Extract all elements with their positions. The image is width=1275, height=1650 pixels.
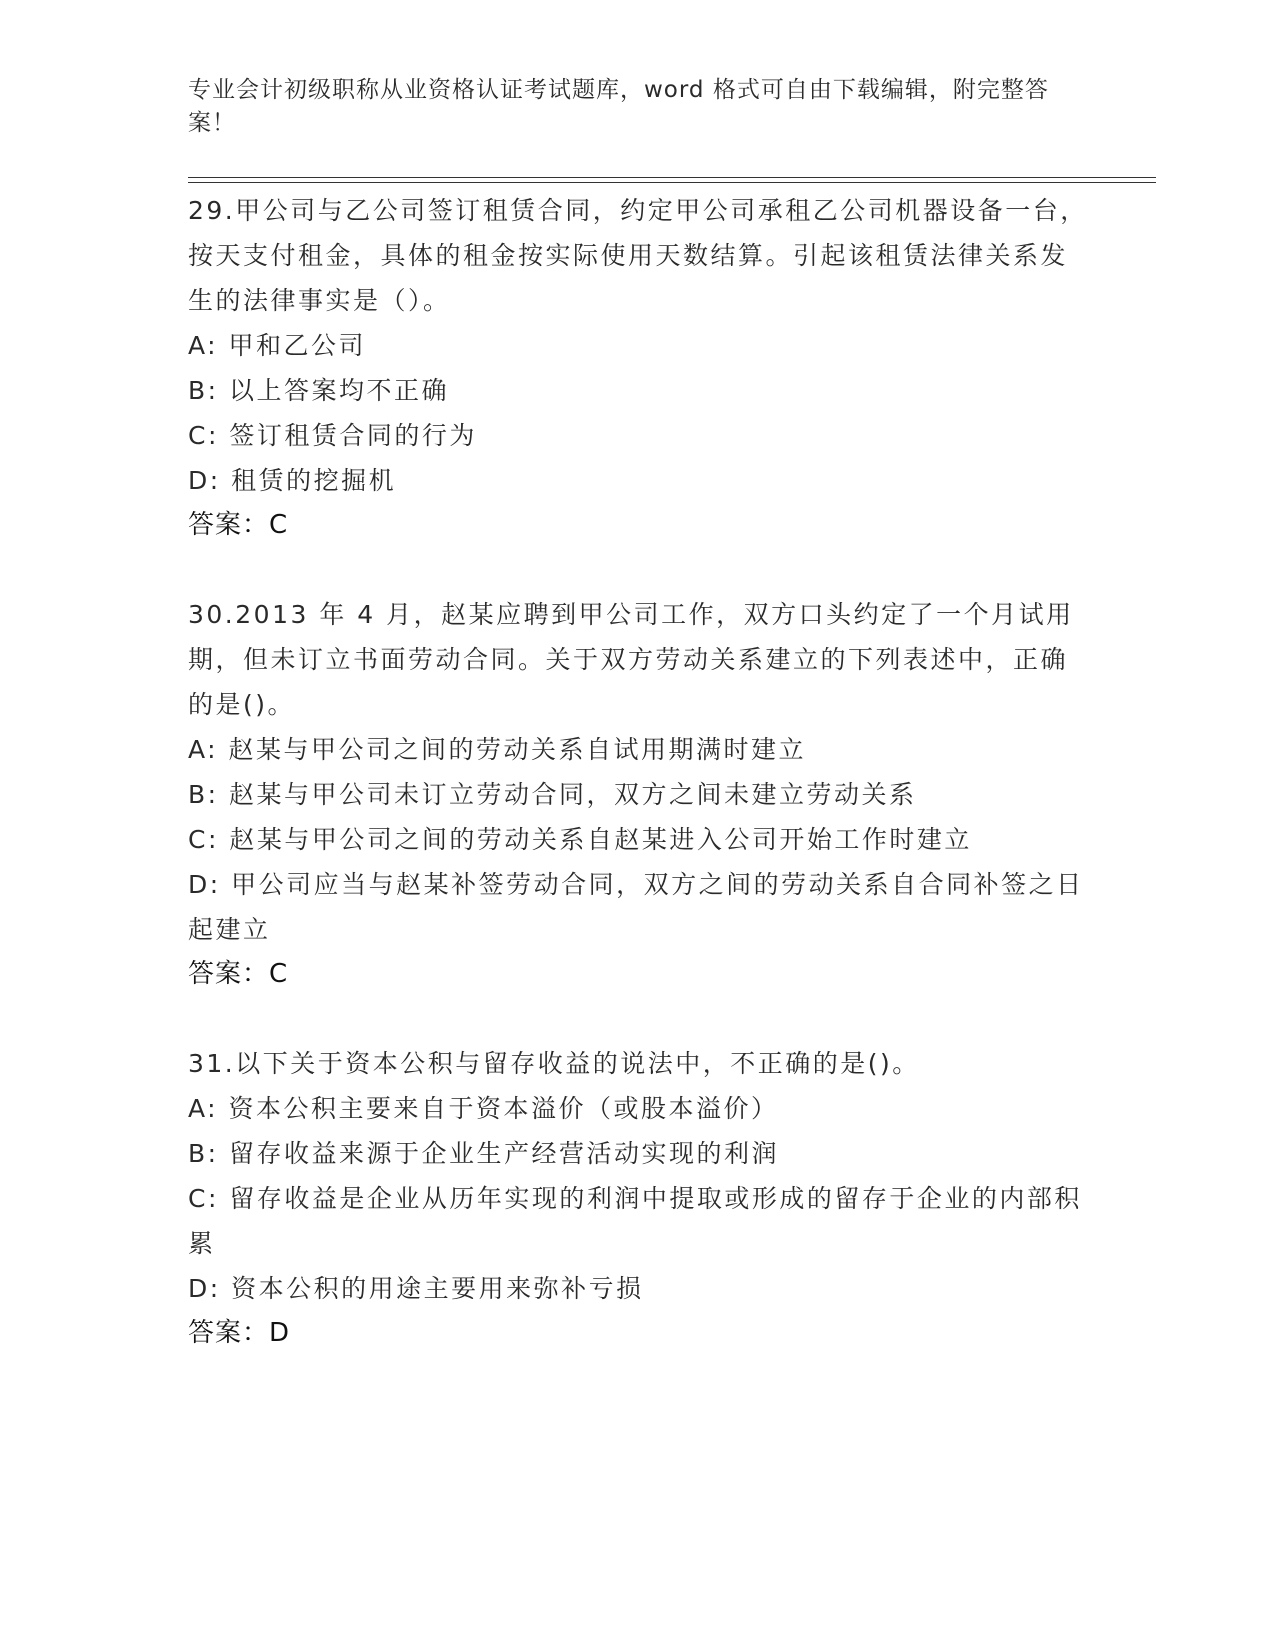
option-a: A: 甲和乙公司 <box>188 331 367 360</box>
option-c: C: 签订租赁合同的行为 <box>188 421 477 450</box>
question-spacer <box>188 548 1088 592</box>
question-spacer <box>188 997 1088 1041</box>
option-b: B: 留存收益来源于企业生产经营活动实现的利润 <box>188 1139 780 1168</box>
option-c: C: 赵某与甲公司之间的劳动关系自赵某进入公司开始工作时建立 <box>188 825 972 854</box>
option-b: B: 以上答案均不正确 <box>188 376 450 405</box>
option-b: B: 赵某与甲公司未订立劳动合同，双方之间未建立劳动关系 <box>188 780 917 809</box>
question-list <box>188 188 1088 1356</box>
option-a: A: 资本公积主要来自于资本溢价（或股本溢价） <box>188 1094 779 1123</box>
question-stem: 29.甲公司与乙公司签订租赁合同，约定甲公司承租乙公司机器设备一台，按天支付租金，具体的租金按实际使用天数结算。引起该租赁法律关系发生的法律事实是（）。 <box>188 196 1088 315</box>
question-30 <box>188 592 1088 997</box>
answer-key: 答案：C <box>188 959 289 989</box>
question-stem: 30.2013 年 4 月，赵某应聘到甲公司工作，双方口头约定了一个月试用期，但未订立书面劳动合同。关于双方劳动关系建立的下列表述中，正确的是()。 <box>188 600 1074 719</box>
option-a: A: 赵某与甲公司之间的劳动关系自试用期满时建立 <box>188 735 807 764</box>
answer-key: 答案：D <box>188 1318 291 1348</box>
question-29 <box>188 188 1088 548</box>
option-d: D: 租赁的挖掘机 <box>188 466 397 495</box>
header-divider-bottom <box>188 182 1156 183</box>
option-d: D: 甲公司应当与赵某补签劳动合同，双方之间的劳动关系自合同补签之日起建立 <box>188 870 1084 944</box>
document-header: 专业会计初级职称从业资格认证考试题库，word 格式可自由下载编辑，附完整答案！ <box>188 77 1049 136</box>
header-divider-top <box>188 177 1156 178</box>
option-c: C: 留存收益是企业从历年实现的利润中提取或形成的留存于企业的内部积累 <box>188 1184 1082 1258</box>
answer-key: 答案：C <box>188 510 289 540</box>
question-31 <box>188 1041 1088 1356</box>
question-stem: 31.以下关于资本公积与留存收益的说法中，不正确的是()。 <box>188 1049 920 1078</box>
option-d: D: 资本公积的用途主要用来弥补亏损 <box>188 1274 644 1303</box>
